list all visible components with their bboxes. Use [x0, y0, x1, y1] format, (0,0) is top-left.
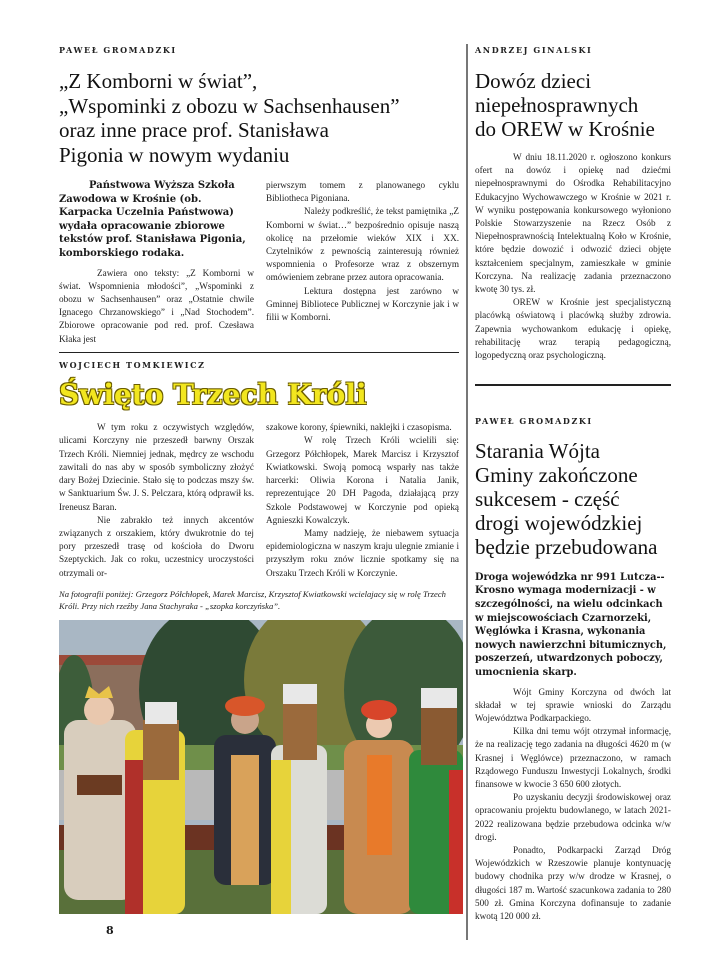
section-divider: [59, 352, 459, 354]
article2-title: Święto Trzech Króli: [59, 378, 367, 412]
gift-box: [77, 775, 122, 795]
column-divider: [466, 44, 468, 940]
article4-body: [475, 686, 671, 924]
article3-title-line: Dowóz dzieci: [475, 69, 592, 93]
turban: [225, 696, 265, 716]
article1-col1-body: [59, 267, 254, 346]
paragraph: Mamy nadzieję, że niebawem sytuacja epidemiologiczna w naszym kraju ulegnie zmianie i przyszłym roku znów licznie spotkamy się na Orszaku Trzech Króli w Korczynie.: [266, 527, 459, 578]
paragraph: Należy podkreślić, że tekst pamiętnika „Z Komborni w świat…” bezpośrednio opisuje naszą okolicę na przełomie wieków XIX i XX. Czytelników z pewnością zainteresują również wspomnienia o Profesorze wraz z obszernym omówieniem zebrane przez autora opracowania.: [266, 206, 459, 283]
paragraph: Po uzyskaniu decyzji środowiskowej oraz opracowaniu projektu budowlanego, w latach 2021-2022 realizowana będzie przebudowa odcinka w/w drogi.: [475, 792, 671, 842]
article1-title-line: Pigonia w nowym wydaniu: [59, 142, 290, 167]
article3-title-line: do OREW w Krośnie: [475, 117, 655, 141]
hat: [361, 700, 397, 720]
statue-trim: [449, 770, 463, 914]
article4-title-line: Gminy zakończone: [475, 462, 638, 487]
article1-title-line: oraz inne prace prof. Stanisława: [59, 118, 329, 142]
person-robe: [231, 755, 259, 885]
three-kings-photo: [59, 620, 463, 914]
article4-title-line: sukcesem - część: [475, 486, 620, 511]
paragraph: Zawiera ono teksty: „Z Komborni w świat. Wspomnienia młodości”, „Wspominki z obozu w Sachsenhausen” oraz „Ostatnie chwile Ignacego Chrzanowskiego” i „Nad Stochodem”. Zbiorowe opracowanie pod red. prof. Czesława Kłaka jest: [59, 267, 254, 344]
paragraph: W dniu 18.11.2020 r. ogłoszono konkurs ofert na dowóz i opiekę nad dziećmi niepełnosprawnymi do Ośrodka Rehabilitacyjno Edukacyjno Wychowawczego w Krośnie w 2021 r. W wyniku postępowania konkursowego wyłoniono Polskie Stowarzyszenie na Rzecz Osób z Niepełnosprawnością Intelektualną Koło w Krośnie, które będzie dowozić i odwozić dzieci objęte kształceniem specjalnym, zamieszkałe w gminie Korczyna. Na realizację zadania przeznaczono kwotę 30 tys. zł.: [475, 152, 671, 295]
article2-columns: [59, 421, 459, 579]
statue-face: [283, 700, 317, 760]
paragraph: szakowe korony, śpiewniki, naklejki i czasopisma.: [266, 422, 452, 433]
right-column: [475, 44, 671, 940]
article1-title-line: „Wspominki z obozu w Sachsenhausen”: [59, 93, 400, 118]
article1-col1: [59, 179, 254, 346]
article4-title: [475, 439, 671, 559]
statue-trim: [271, 760, 291, 914]
person-scarf: [367, 755, 392, 855]
paragraph: Wójt Gminy Korczyna od dwóch lat składał w tej sprawie wnioski do Zarządu Województwa Podkarpackiego.: [475, 686, 671, 723]
page-number: 8: [106, 923, 114, 937]
statue-crown: [421, 688, 457, 708]
article3-title-line: niepełnosprawnych: [475, 93, 639, 117]
article2-col1: [59, 421, 254, 579]
paragraph: Lektura dostępna jest zarówno w Gminnej Bibliotece Publicznej w Korczynie jak i w filii w Komborni.: [266, 285, 459, 323]
article3-body: [475, 151, 671, 362]
article4-author: PAWEŁ GROMADZKI: [475, 415, 593, 426]
article1-col2: [266, 179, 459, 324]
statue-trim: [125, 760, 143, 914]
person-face: [84, 695, 114, 725]
paragraph: Nie zabrakło też innych akcentów związanych z orszakiem, który dwukrotnie do tej pory przeszedł trasę od kościoła do Dworu Szeptyckich. Jak co roku, uczestnicy uroczystości otrzymali or-: [59, 514, 254, 578]
article4-title-line: Starania Wójta: [475, 438, 600, 463]
article3-author: ANDRZEJ GINALSKI: [475, 45, 593, 55]
statue-face: [143, 720, 179, 780]
paragraph: OREW w Krośnie jest specjalistyczną placówką oświatową i placówką służby zdrowia. Zapewnia wychowankom edukację i opiekę, rehabilitację wraz terapią pedagogiczną, logopedyczną oraz psychologiczną.: [475, 297, 671, 361]
article2-author: WOJCIECH TOMKIEWICZ: [59, 360, 206, 371]
statue-crown: [145, 702, 177, 724]
statue-crown: [283, 684, 317, 704]
section-divider: [475, 384, 671, 386]
article2-col2: [266, 421, 459, 579]
article4-title-line: będzie przebudowana: [475, 534, 658, 559]
article4-lead: Droga wojewódzka nr 991 Lutcza--Krosno wymaga modernizacji - w szczególności, na wielu odcinkach w miejscowościach Czarnorzeki, Węglówka i Krasna, wykonania nowych nawierzchni bitumicznych, poszerzeń, utwardzonych poboczy, umocnienia skarp.: [475, 571, 667, 678]
article4-title-line: drogi wojewódzkiej: [475, 510, 643, 535]
paragraph: W tym roku z oczywistych względów, ulicami Korczyny nie przeszedł barwny Orszak Trzech Króli. Niemniej jednak, mędrcy ze wschodu zawitali do nas aby w sposób symboliczny złożyć dary Bożej Dziecinie. Stało się to podczas mszy św. w Sanktuarium Św. J. S. Pelczara, którą odprawił ks. Ireneusz Baran.: [59, 422, 254, 512]
left-column: [59, 44, 459, 940]
paragraph: Ponadto, Podkarpacki Zarząd Dróg Wojewódzkich w Rzeszowie planuje kontynuację budowy chodnika przy w/w drodze w Krasnej, o długości 187 m. Wartość szacunkowa zadania to 280 500 zł. Gmina Korczyna dofinansuje to zadanie kwotą 120 000 zł.: [475, 844, 671, 921]
paragraph: pierwszym tomem z planowanego cyklu Bibliotheca Pigoniana.: [266, 180, 459, 204]
paragraph: Kilka dni temu wójt otrzymał informację, że na realizację tego zadania na długości 4620 m (w Krasnej i Węglówce) przeznaczono, w ramach Rządowego Funduszu Inwestycji Lokalnych, środki finansowe w kwocie 3 650 600 złotych.: [475, 726, 671, 789]
article1-author: PAWEŁ GROMADZKI: [59, 45, 177, 55]
paragraph: W rolę Trzech Króli wcielili się: Grzegorz Półchłopek, Marek Marcisz i Krzysztof Kwiatkowski. Swoją pomocą wsparły nas także harcerki: Oliwia Korona i Natalia Janik, reprezentujące 20 DH Pagoda, działającą przy Szkole Podstawowej w Korczynie pod opieką Agnieszki Kowalczyk.: [266, 435, 459, 525]
statue-face: [421, 705, 457, 765]
article1-title: [59, 69, 459, 167]
article1-title-line: „Z Komborni w świat”,: [59, 69, 258, 93]
article1-lead: Państwowa Wyższa Szkoła Zawodowa w Krośnie (ob. Karpacka Uczelnia Państwowa) wydała opracowanie zbiorowe tekstów prof. Stanisława Pigonia, komborskiego rodaka.: [59, 180, 246, 259]
photo-illustration: [59, 620, 463, 914]
article1-columns: [59, 179, 459, 346]
article3-title: [475, 69, 671, 141]
photo-caption: Na fotografii poniżej: Grzegorz Półchłopek, Marek Marcisz, Krzysztof Kwiatkowski wcielajacy się w rolę Trzech Króli. Przy nich rzeźby Jana Stachyraka - „szopka korczyńska”.: [59, 588, 446, 611]
